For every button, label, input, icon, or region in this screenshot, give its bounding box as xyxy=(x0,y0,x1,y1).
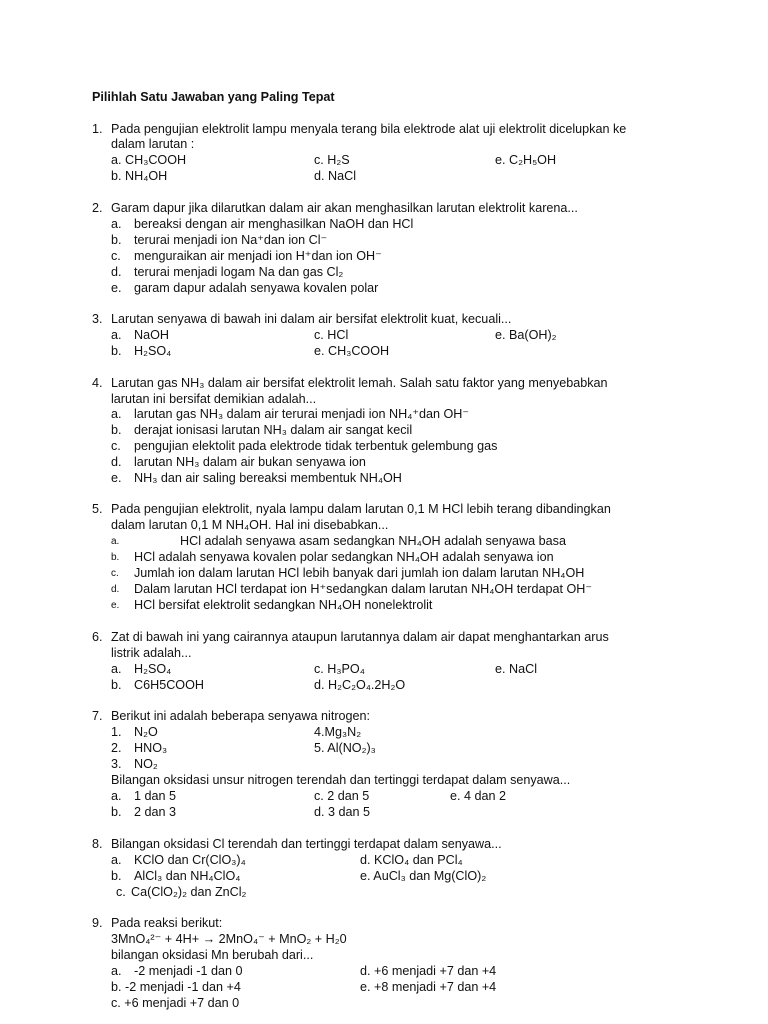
option-e: e. C₂H₅OH xyxy=(495,153,557,167)
option-letter: c. xyxy=(116,885,126,899)
option-letter: a. xyxy=(111,407,122,421)
question-stem: dalam larutan 0,1 M NH₄OH. Hal ini disebabkan... xyxy=(111,518,389,532)
question-stem: Larutan senyawa di bawah ini dalam air bersifat elektrolit kuat, kecuali... xyxy=(111,312,512,326)
option-letter: a. xyxy=(111,789,122,803)
option-letter: e. xyxy=(111,600,120,611)
option-e: e. CH₃COOH xyxy=(314,344,390,358)
question-stem: Zat di bawah ini yang cairannya ataupun larutannya dalam air dapat menghantarkan arus xyxy=(111,630,609,644)
option-b: H₂SO₄ xyxy=(134,344,172,358)
option-c: c. HCl xyxy=(314,328,349,342)
option-letter: c. xyxy=(111,249,121,263)
option-letter: a. xyxy=(111,964,122,978)
question-stem: Pada reaksi berikut: xyxy=(111,916,223,930)
option-letter: d. xyxy=(111,584,120,595)
list-number: 2. xyxy=(111,741,122,755)
option-d: d. KClO₄ dan PCl₄ xyxy=(360,853,463,867)
option-letter: d. xyxy=(111,265,122,279)
option-letter: b. xyxy=(111,552,120,563)
option-letter: a. xyxy=(111,536,120,547)
question-stem: Larutan gas NH₃ dalam air bersifat elektrolit lemah. Salah satu faktor yang menyebabkan xyxy=(111,376,608,390)
option-b: terurai menjadi ion Na⁺dan ion Cl⁻ xyxy=(134,233,328,247)
question-number: 6. xyxy=(92,630,103,644)
question-stem: Pada pengujian elektrolit lampu menyala terang bila elektrode alat uji elektrolit dicelupkan ke xyxy=(111,122,627,136)
list-item: NO₂ xyxy=(134,757,158,771)
option-b: AlCl₃ dan NH₄ClO₄ xyxy=(134,869,241,883)
question-stem: Pada pengujian elektrolit, nyala lampu dalam larutan 0,1 M HCl lebih terang dibandingkan xyxy=(111,502,611,516)
option-letter: b. xyxy=(111,869,122,883)
question-number: 9. xyxy=(92,916,103,930)
option-c: pengujian elektolit pada elektrode tidak terbentuk gelembung gas xyxy=(134,439,498,453)
option-letter: a. xyxy=(111,328,122,342)
option-a: HCl adalah senyawa asam sedangkan NH₄OH adalah senyawa basa xyxy=(180,534,566,548)
option-letter: b. xyxy=(111,805,122,819)
option-e: e. +8 menjadi +7 dan +4 xyxy=(360,980,497,994)
option-e: garam dapur adalah senyawa kovalen polar xyxy=(134,281,379,295)
option-e: HCl bersifat elektrolit sedangkan NH₄OH nonelektrolit xyxy=(134,598,433,612)
list-item: 4.Mg₃N₂ xyxy=(314,725,362,739)
option-b: derajat ionisasi larutan NH₃ dalam air sangat kecil xyxy=(134,423,413,437)
question-number: 7. xyxy=(92,709,103,723)
option-d: Dalam larutan HCl terdapat ion H⁺sedangkan dalam larutan NH₄OH terdapat OH⁻ xyxy=(134,582,593,596)
option-b: 2 dan 3 xyxy=(134,805,177,819)
option-d: d. +6 menjadi +7 dan +4 xyxy=(360,964,497,978)
option-letter: a. xyxy=(111,662,122,676)
option-letter: b. xyxy=(111,423,122,437)
option-e: e. Ba(OH)₂ xyxy=(495,328,557,342)
question-stem: dalam larutan : xyxy=(111,137,195,151)
question-number: 5. xyxy=(92,502,103,516)
option-c: menguraikan air menjadi ion H⁺dan ion OH⁻ xyxy=(134,249,382,263)
list-number: 3. xyxy=(111,757,122,771)
option-a: -2 menjadi -1 dan 0 xyxy=(134,964,243,978)
question-number: 2. xyxy=(92,201,103,215)
option-letter: b. xyxy=(111,678,122,692)
option-d: terurai menjadi logam Na dan gas Cl₂ xyxy=(134,265,344,279)
question-number: 8. xyxy=(92,837,103,851)
question-stem: Berikut ini adalah beberapa senyawa nitrogen: xyxy=(111,709,371,723)
option-c: Jumlah ion dalam larutan HCl lebih banyak dari jumlah ion dalam larutan NH₄OH xyxy=(134,566,585,580)
option-b: C6H5COOH xyxy=(134,678,204,692)
option-c: Ca(ClO₂)₂ dan ZnCl₂ xyxy=(131,885,247,899)
option-e: e. AuCl₃ dan Mg(ClO)₂ xyxy=(360,869,487,883)
option-c: c. H₂S xyxy=(314,153,350,167)
option-a: larutan gas NH₃ dalam air terurai menjadi ion NH₄⁺dan OH⁻ xyxy=(134,407,470,421)
question-stem: larutan ini bersifat demikian adalah... xyxy=(111,392,317,406)
option-d: d. H₂C₂O₄.2H₂O xyxy=(314,678,406,692)
option-e: e. 4 dan 2 xyxy=(450,789,507,803)
question-stem: listrik adalah... xyxy=(111,646,192,660)
option-a: a. CH₃COOH xyxy=(111,153,187,167)
option-a: KClO dan Cr(ClO₃)₄ xyxy=(134,853,246,867)
option-letter: e. xyxy=(111,281,122,295)
question-number: 3. xyxy=(92,312,103,326)
option-letter: c. xyxy=(111,439,121,453)
option-a: 1 dan 5 xyxy=(134,789,177,803)
list-number: 1. xyxy=(111,725,122,739)
option-letter: d. xyxy=(111,455,122,469)
option-b: HCl adalah senyawa kovalen polar sedangkan NH₄OH adalah senyawa ion xyxy=(134,550,554,564)
question-stem: Bilangan oksidasi unsur nitrogen terendah dan tertinggi terdapat dalam senyawa... xyxy=(111,773,571,787)
option-letter: a. xyxy=(111,853,122,867)
question-number: 1. xyxy=(92,122,103,136)
option-a: bereaksi dengan air menghasilkan NaOH dan HCl xyxy=(134,217,414,231)
list-item: N₂O xyxy=(134,725,158,739)
option-d: d. NaCl xyxy=(314,169,356,183)
option-c: c. H₃PO₄ xyxy=(314,662,365,676)
option-b: b. NH₄OH xyxy=(111,169,168,183)
option-a: H₂SO₄ xyxy=(134,662,172,676)
question-stem: bilangan oksidasi Mn berubah dari... xyxy=(111,948,314,962)
option-e: e. NaCl xyxy=(495,662,537,676)
page-title: Pilihlah Satu Jawaban yang Paling Tepat xyxy=(92,90,335,104)
list-item: HNO₃ xyxy=(134,741,168,755)
option-d: larutan NH₃ dalam air bukan senyawa ion xyxy=(134,455,366,469)
option-letter: b. xyxy=(111,980,122,994)
option-letter: b. xyxy=(111,233,122,247)
option-b: -2 menjadi -1 dan +4 xyxy=(125,980,241,994)
question-number: 4. xyxy=(92,376,103,390)
option-letter: c. xyxy=(111,568,119,579)
option-letter: b. xyxy=(111,344,122,358)
option-letter: e. xyxy=(111,471,122,485)
option-a: NaOH xyxy=(134,328,169,342)
question-stem: Garam dapur jika dilarutkan dalam air akan menghasilkan larutan elektrolit karena... xyxy=(111,201,578,215)
list-item: 5. Al(NO₂)₃ xyxy=(314,741,376,755)
reaction-equation: 3MnO₄²⁻ + 4H+ → 2MnO₄⁻ + MnO₂ + H₂0 xyxy=(111,932,347,946)
option-c: c. 2 dan 5 xyxy=(314,789,370,803)
option-letter: a. xyxy=(111,217,122,231)
option-d: d. 3 dan 5 xyxy=(314,805,371,819)
option-c: c. +6 menjadi +7 dan 0 xyxy=(111,996,240,1010)
question-stem: Bilangan oksidasi Cl terendah dan tertinggi terdapat dalam senyawa... xyxy=(111,837,502,851)
option-e: NH₃ dan air saling bereaksi membentuk NH₄OH xyxy=(134,471,402,485)
